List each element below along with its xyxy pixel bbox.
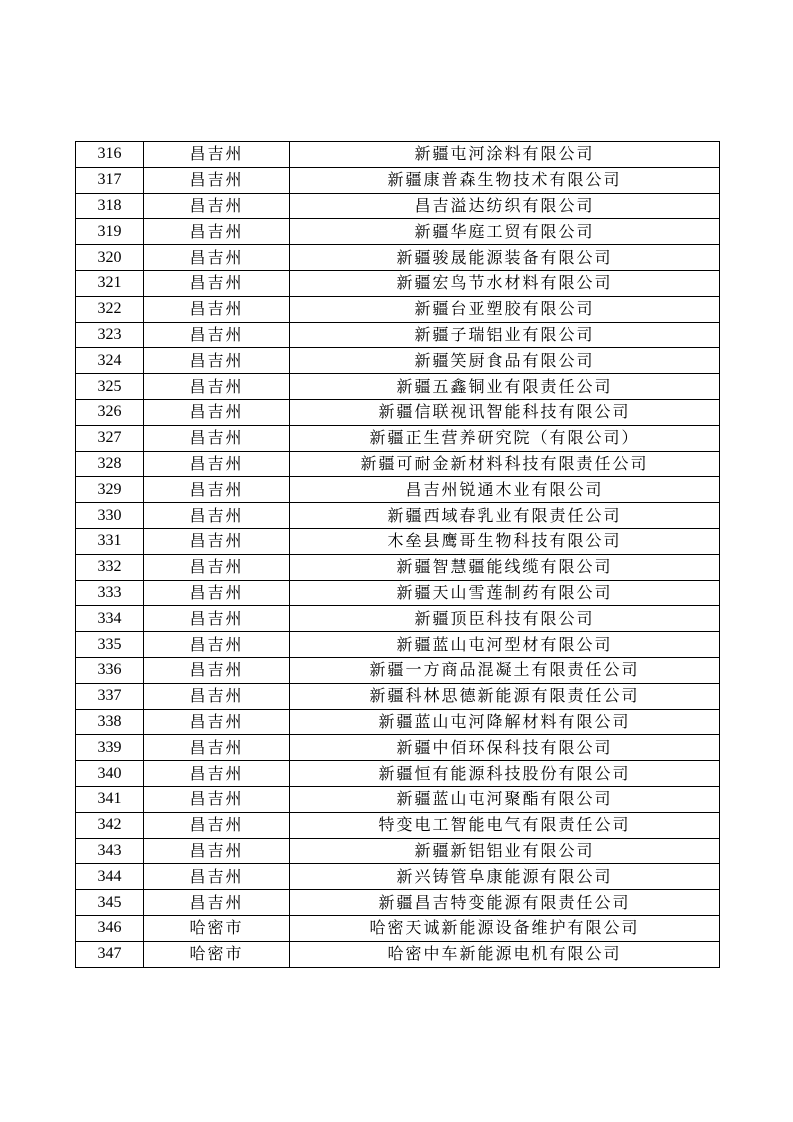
company-name-cell: 新疆蓝山屯河型材有限公司: [290, 632, 720, 658]
company-name-cell: 新疆台亚塑胶有限公司: [290, 296, 720, 322]
row-number: 338: [76, 709, 144, 735]
region-cell: 昌吉州: [144, 580, 290, 606]
table-row: [76, 425, 720, 451]
company-name-cell: 新疆康普森生物技术有限公司: [290, 167, 720, 193]
row-number: 345: [76, 890, 144, 916]
company-name-cell: 新疆智慧疆能线缆有限公司: [290, 554, 720, 580]
row-number: 341: [76, 786, 144, 812]
table-row: [76, 451, 720, 477]
table-row: [76, 219, 720, 245]
region-cell: 昌吉州: [144, 451, 290, 477]
table-row: [76, 528, 720, 554]
region-cell: 昌吉州: [144, 296, 290, 322]
table-row: [76, 477, 720, 503]
region-cell: 昌吉州: [144, 709, 290, 735]
company-name-cell: 新疆蓝山屯河降解材料有限公司: [290, 709, 720, 735]
region-cell: 昌吉州: [144, 864, 290, 890]
region-cell: 昌吉州: [144, 786, 290, 812]
region-cell: 昌吉州: [144, 477, 290, 503]
row-number: 321: [76, 270, 144, 296]
company-name-cell: 新疆五鑫铜业有限责任公司: [290, 374, 720, 400]
company-name-cell: 新疆蓝山屯河聚酯有限公司: [290, 786, 720, 812]
table-row: [76, 270, 720, 296]
company-name-cell: 新疆可耐金新材料科技有限责任公司: [290, 451, 720, 477]
region-cell: 昌吉州: [144, 838, 290, 864]
company-name-cell: 新疆新铝铝业有限公司: [290, 838, 720, 864]
table-row: [76, 503, 720, 529]
table-row: [76, 915, 720, 941]
company-name-cell: 哈密中车新能源电机有限公司: [290, 941, 720, 967]
table-row: [76, 632, 720, 658]
row-number: 336: [76, 657, 144, 683]
region-cell: 昌吉州: [144, 554, 290, 580]
company-name-cell: 昌吉溢达纺织有限公司: [290, 193, 720, 219]
row-number: 344: [76, 864, 144, 890]
table-row: [76, 167, 720, 193]
row-number: 327: [76, 425, 144, 451]
region-cell: 昌吉州: [144, 270, 290, 296]
table-row: [76, 606, 720, 632]
table-row: [76, 399, 720, 425]
table-row: [76, 554, 720, 580]
row-number: 318: [76, 193, 144, 219]
table-row: [76, 683, 720, 709]
region-cell: 昌吉州: [144, 761, 290, 787]
company-name-cell: 新疆骏晟能源装备有限公司: [290, 245, 720, 271]
row-number: 324: [76, 348, 144, 374]
row-number: 317: [76, 167, 144, 193]
company-list-table: [75, 141, 720, 968]
region-cell: 昌吉州: [144, 142, 290, 168]
company-name-cell: 新疆正生营养研究院（有限公司）: [290, 425, 720, 451]
company-list-body: [76, 142, 720, 968]
region-cell: 昌吉州: [144, 348, 290, 374]
company-name-cell: 新疆一方商品混凝土有限责任公司: [290, 657, 720, 683]
company-name-cell: 新兴铸管阜康能源有限公司: [290, 864, 720, 890]
company-name-cell: 新疆天山雪莲制药有限公司: [290, 580, 720, 606]
company-name-cell: 新疆华庭工贸有限公司: [290, 219, 720, 245]
region-cell: 昌吉州: [144, 399, 290, 425]
row-number: 337: [76, 683, 144, 709]
region-cell: 昌吉州: [144, 657, 290, 683]
table-row: [76, 580, 720, 606]
table-row: [76, 245, 720, 271]
company-name-cell: 昌吉州锐通木业有限公司: [290, 477, 720, 503]
region-cell: 昌吉州: [144, 167, 290, 193]
table-row: [76, 322, 720, 348]
row-number: 328: [76, 451, 144, 477]
company-name-cell: 新疆屯河涂料有限公司: [290, 142, 720, 168]
company-name-cell: 新疆中佰环保科技有限公司: [290, 735, 720, 761]
region-cell: 昌吉州: [144, 425, 290, 451]
row-number: 329: [76, 477, 144, 503]
company-name-cell: 新疆西域春乳业有限责任公司: [290, 503, 720, 529]
row-number: 331: [76, 528, 144, 554]
region-cell: 昌吉州: [144, 812, 290, 838]
row-number: 323: [76, 322, 144, 348]
region-cell: 昌吉州: [144, 322, 290, 348]
company-name-cell: 新疆恒有能源科技股份有限公司: [290, 761, 720, 787]
row-number: 322: [76, 296, 144, 322]
region-cell: 昌吉州: [144, 735, 290, 761]
row-number: 342: [76, 812, 144, 838]
company-name-cell: 木垒县鹰哥生物科技有限公司: [290, 528, 720, 554]
table-row: [76, 348, 720, 374]
row-number: 330: [76, 503, 144, 529]
company-name-cell: 新疆子瑞铝业有限公司: [290, 322, 720, 348]
table-row: [76, 374, 720, 400]
row-number: 346: [76, 915, 144, 941]
company-name-cell: 新疆顶臣科技有限公司: [290, 606, 720, 632]
region-cell: 昌吉州: [144, 219, 290, 245]
table-row: [76, 142, 720, 168]
region-cell: 昌吉州: [144, 683, 290, 709]
table-row: [76, 812, 720, 838]
table-row: [76, 709, 720, 735]
company-name-cell: 新疆昌吉特变能源有限责任公司: [290, 890, 720, 916]
table-row: [76, 296, 720, 322]
company-name-cell: 新疆信联视讯智能科技有限公司: [290, 399, 720, 425]
table-row: [76, 864, 720, 890]
row-number: 316: [76, 142, 144, 168]
row-number: 325: [76, 374, 144, 400]
region-cell: 昌吉州: [144, 503, 290, 529]
table-row: [76, 193, 720, 219]
region-cell: 昌吉州: [144, 632, 290, 658]
row-number: 326: [76, 399, 144, 425]
table-row: [76, 735, 720, 761]
region-cell: 哈密市: [144, 915, 290, 941]
table-row: [76, 786, 720, 812]
row-number: 347: [76, 941, 144, 967]
region-cell: 昌吉州: [144, 606, 290, 632]
table-row: [76, 838, 720, 864]
region-cell: 昌吉州: [144, 193, 290, 219]
company-name-cell: 哈密天诚新能源设备维护有限公司: [290, 915, 720, 941]
region-cell: 哈密市: [144, 941, 290, 967]
row-number: 339: [76, 735, 144, 761]
table-row: [76, 941, 720, 967]
company-name-cell: 新疆科林思德新能源有限责任公司: [290, 683, 720, 709]
table-row: [76, 761, 720, 787]
table-row: [76, 890, 720, 916]
row-number: 334: [76, 606, 144, 632]
row-number: 332: [76, 554, 144, 580]
region-cell: 昌吉州: [144, 890, 290, 916]
company-name-cell: 特变电工智能电气有限责任公司: [290, 812, 720, 838]
row-number: 333: [76, 580, 144, 606]
row-number: 335: [76, 632, 144, 658]
region-cell: 昌吉州: [144, 245, 290, 271]
table-row: [76, 657, 720, 683]
company-name-cell: 新疆宏鸟节水材料有限公司: [290, 270, 720, 296]
row-number: 340: [76, 761, 144, 787]
row-number: 319: [76, 219, 144, 245]
row-number: 320: [76, 245, 144, 271]
region-cell: 昌吉州: [144, 528, 290, 554]
company-name-cell: 新疆笑厨食品有限公司: [290, 348, 720, 374]
region-cell: 昌吉州: [144, 374, 290, 400]
row-number: 343: [76, 838, 144, 864]
